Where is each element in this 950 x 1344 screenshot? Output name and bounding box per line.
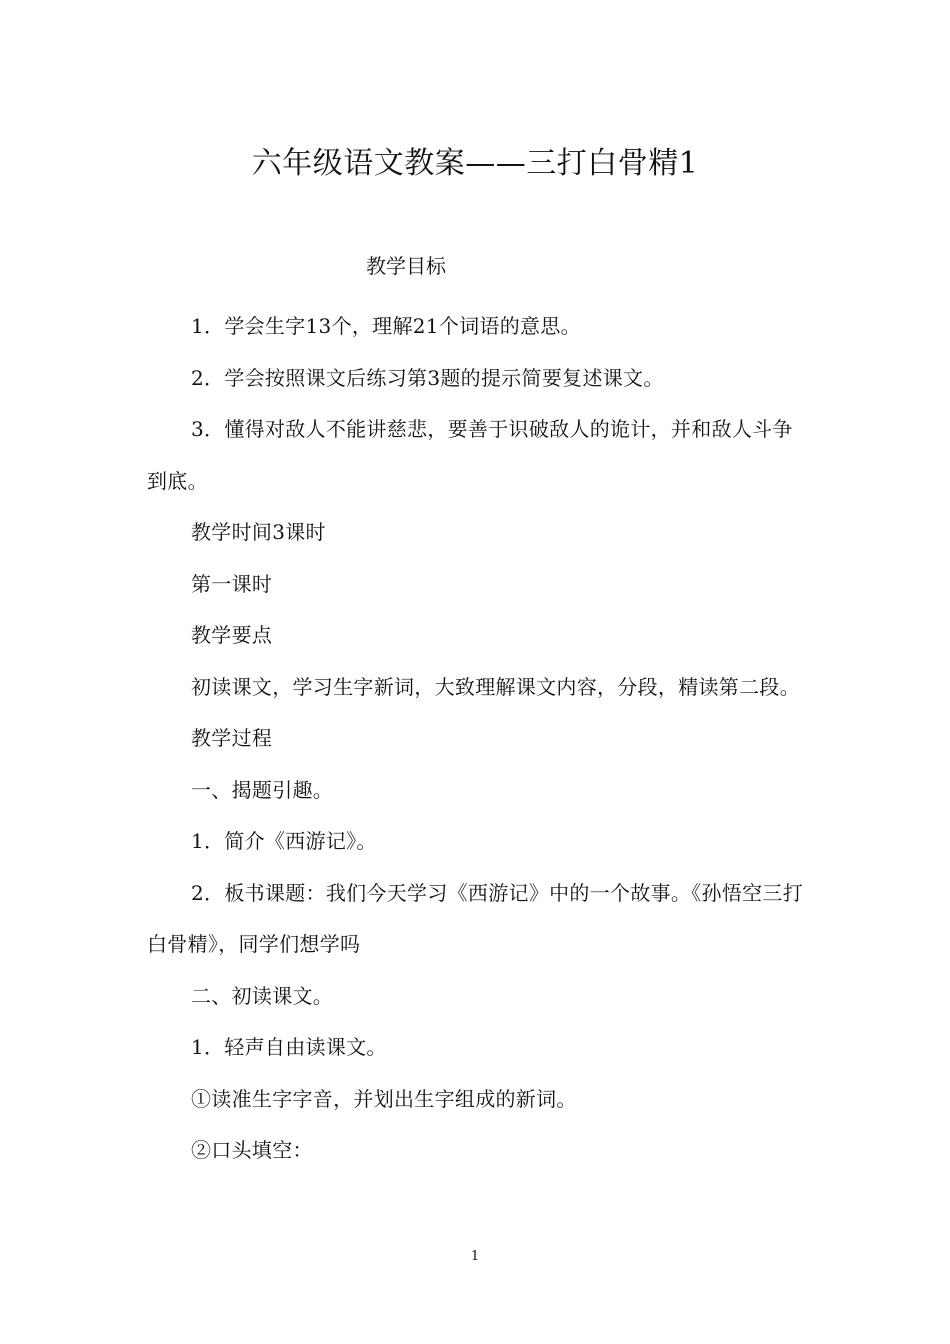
document-title: 六年级语文教案——三打白骨精1 — [251, 146, 699, 182]
paragraph-process-heading: 教学过程 — [191, 726, 273, 750]
paragraph-key-points: 初读课文，学习生字新词，大致理解课文内容，分段，精读第二段。 — [191, 674, 800, 699]
paragraph-step-2-1-a: ①读准生字字音，并划出生字组成的新词。 — [191, 1086, 577, 1111]
paragraph-key-points-heading: 教学要点 — [191, 623, 273, 647]
paragraph-objective-2: 2．学会按照课文后练习第3题的提示简要复述课文。 — [191, 365, 664, 390]
paragraph-step-2: 二、初读课文。 — [191, 983, 334, 1008]
section-heading: 教学目标 — [366, 254, 446, 278]
paragraph-step-1-2: 2．板书课题：我们今天学习《西游记》中的一个故事。《孙悟空三打白骨精》，同学们想学吗 — [147, 880, 804, 956]
paragraph-first-lesson: 第一课时 — [191, 571, 273, 596]
paragraph-step-1-1: 1．简介《西游记》。 — [191, 829, 377, 853]
paragraph-step-2-1: 1．轻声自由读课文。 — [191, 1035, 387, 1059]
paragraph-objective-1: 1．学会生字13个，理解21个词语的意思。 — [191, 314, 581, 338]
document-body — [147, 301, 812, 1177]
paragraph-teaching-time: 教学时间3课时 — [191, 520, 326, 544]
paragraph-step-1: 一、揭题引趣。 — [191, 777, 334, 802]
paragraph-step-2-1-b: ②口头填空： — [191, 1138, 313, 1162]
paragraph-objective-3: 3．懂得对敌人不能讲慈悲，要善于识破敌人的诡计，并和敌人斗争到底。 — [147, 417, 793, 493]
page-number: 1 — [470, 1249, 480, 1264]
